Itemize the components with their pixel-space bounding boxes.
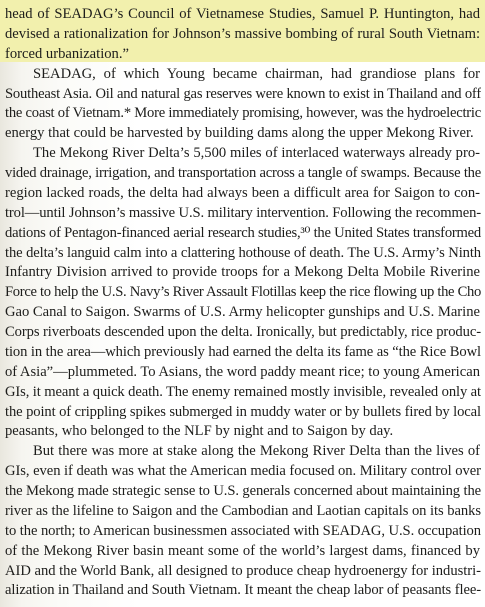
text-line: Southeast Asia. Oil and natural gas reserves were known to exist in Thailand and off [5, 85, 481, 102]
text-line: to the north; to American businessmen associated with SEADAG, U.S. occupation [5, 522, 481, 539]
text-line: the coast of Vietnam.* More immediately promising, however, was the hydroelectric [5, 105, 481, 122]
text-line: region lacked roads, the delta had always been a difficult area for Saigon to con- [5, 184, 480, 201]
text-line: energy that could be harvested by building dams along the upper Mekong River. [5, 125, 474, 142]
body-text [5, 5, 481, 601]
text-line: But there was more at stake along the Mekong River Delta than the lives of [33, 443, 480, 460]
text-line: Gao Canal to Saigon. Swarms of U.S. Army helicopter gunships and U.S. Marine [5, 304, 480, 321]
text-line: Force to help the U.S. Navy’s River Assault Flotillas keep the rice flowing up the Cho [5, 284, 481, 301]
text-line: dations of Pentagon-financed aerial research studies,³⁰ the United States transformed [5, 224, 481, 241]
text-line: GIs, even if death was what the American media focused on. Military control over [5, 463, 481, 480]
text-line: of Asia”—plummeted. To Asians, the word paddy meant rice; to young American [5, 363, 480, 380]
text-line: The Mekong River Delta’s 5,500 miles of interlaced waterways already pro- [33, 145, 480, 162]
text-line: AID and the World Bank, all designed to produce cheap hydroenergy for industri- [5, 562, 481, 579]
text-line: Corps riverboats descended upon the delta. Ironically, but predictably, rice produc- [5, 324, 481, 340]
text-line: tion in the area—which previously had earned the delta its fame as “the Rice Bowl [5, 343, 481, 360]
text-line: peasants, who belonged to the NLF by night and to Saigon by day. [5, 423, 394, 440]
text-line: SEADAG, of which Young became chairman, had grandiose plans for [33, 65, 480, 82]
text-line: the point of crippling spikes submerged in muddy water or by bullets fired by local [5, 403, 481, 420]
text-line: of the Mekong River basin meant some of the world’s largest dams, financed by [5, 542, 480, 559]
text-line: the delta’s languid calm into a clattering hothouse of death. The U.S. Army’s Ninth [5, 244, 481, 261]
text-line: vided drainage, irrigation, and transportation across a tangle of swamps. Because the [5, 165, 481, 181]
text-line: devised a rationalization for Johnson’s massive bombing of rural South Vietnam: [5, 25, 480, 42]
text-line: head of SEADAG’s Council of Vietnamese Studies, Samuel P. Huntington, had [5, 6, 480, 22]
text-line: GIs, it meant a quick death. The enemy remained mostly invisible, revealed only at [5, 383, 481, 400]
text-line: forced urbanization.” [5, 45, 129, 62]
text-line: Infantry Division arrived to provide troops for a Mekong Delta Mobile Riverine [5, 264, 480, 281]
text-line: the Mekong made strategic sense to U.S. generals concerned about maintaining the [5, 483, 481, 499]
text-line: river as the lifeline to Saigon and the Cambodian and Laotian capitals on its banks [5, 502, 481, 519]
text-line: alization in Thailand and South Vietnam. It meant the cheap labor of peasants flee- [5, 582, 481, 599]
text-line: trol—until Johnson’s massive U.S. military intervention. Following the recommen- [5, 204, 481, 221]
